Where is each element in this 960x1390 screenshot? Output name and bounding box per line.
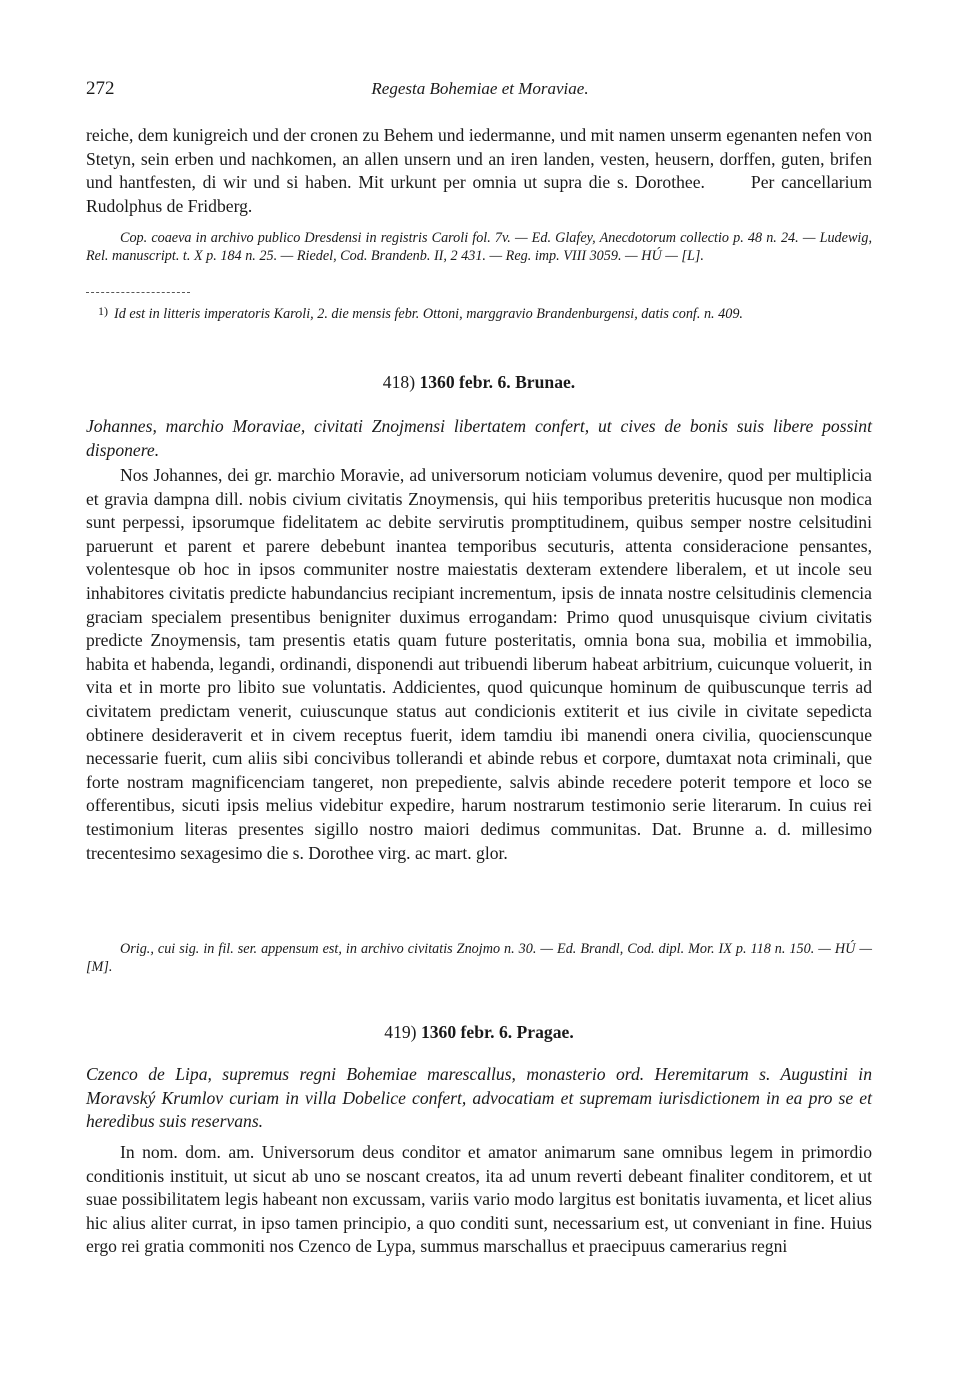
- entry-418-heading: [86, 372, 872, 393]
- running-title: Regesta Bohemiae et Moraviae.: [371, 79, 589, 98]
- continuation-paragraph: [86, 124, 872, 218]
- entry-419-heading: [86, 1022, 872, 1043]
- entry-418-source-note: Orig., cui sig. in fil. ser. appensum est, in archivo civitatis Znojmo n. 30. — Ed. Brandl, Cod. dipl. Mor. IX p. 118 n. 150. — HÚ — [M].: [86, 941, 872, 975]
- page-header: [86, 78, 874, 102]
- footnote-marker: 1): [98, 304, 108, 318]
- continuation-text: reiche, dem kunigreich und der cronen zu Behem und iedermanne, und mit namen unserm egenanten nefen von Stetyn, sein erben und nachkomen, an allen unsern und an iren landen, vesten, heusern, dorffen, guten, brifen und hantfesten, di wir und si haben. Mit urkunt per omnia ut supra die s. Dorothee.: [86, 125, 872, 193]
- entry-419-regest: Czenco de Lipa, supremus regni Bohemiae marescallus, monasterio ord. Heremitarum s. Augustini in Moravský Krumlov curiam in villa Dobelice confert, advocatiam et supremam iurisdictionem in ea pro se et heredibus suis reservans.: [86, 1064, 872, 1132]
- entry-419-number: 419): [384, 1022, 417, 1042]
- continuation-source-note: Cop. coaeva in archivo publico Dresdensi in registris Caroli fol. 7v. — Ed. Glafey, Anecdotorum collectio p. 48 n. 24. — Ludewig, Rel. manuscript. t. X p. 184 n. 25. — Riedel, Cod. Brandenb. II, 2 431. — Reg. imp. VIII 3059. — HÚ — [L].: [86, 230, 872, 264]
- chancery-signature: Per cancellarium Rudolphus de Fridberg.: [86, 172, 873, 216]
- footnote: [86, 303, 872, 324]
- entry-418-date-place: 1360 febr. 6. Brunae.: [419, 372, 576, 392]
- page-number: 272: [86, 78, 115, 99]
- entry-419-date-place: 1360 febr. 6. Pragae.: [420, 1022, 574, 1042]
- entry-418-regest: Johannes, marchio Moraviae, civitati Znojmensi libertatem confert, ut cives de bonis suis libere possint disponere.: [86, 416, 872, 460]
- footnote-text: Id est in litteris imperatoris Karoli, 2. die mensis febr. Ottoni, marggravio Brandenburgensi, datis conf. n. 409.: [114, 306, 743, 322]
- entry-418-text: Nos Johannes, dei gr. marchio Moravie, ad universorum noticiam volumus devenire, quod per multiplicia et gravia dampna dill. nobis civium civitatis Znoymensis, qui hiis temporibus preteritis hucusque non modica sunt perpessi, ipsorumque fidelitatem ac debite servirutis promptitudinem, quibus semper nostre celsitudini paruerunt et parent et parere debebunt inantea temporibus secuturis, attenta consideracione pensantes, volentesque ob hoc in ipsos communiter nostre maiestatis dexteram extendere liberalem, et ut incole seu inhabitores civitatis predicte habundancius recipiant incrementum, ipsis de innata nostre celsitudinis clemencia graciam specialem presentibus benigniter duximus errogandam: Primo quod unusquisque civium civitatis predicte Znoymensis, tam presentis etatis quam future posteritatis, omnia bona sua, mobilia et immobilia, habita et habenda, legandi, ordinandi, disponendi aut tribuendi liberum habeat arbitrium, cuicunque voluerit, in vita et in morte pro libito sue voluntatis. Addicientes, quod quicunque hominum de quibuscunque terris ad civitatem predictam venerit, cuiuscunque status aut condicionis extiterit et ius civile in civitate sepedicta obtinere desideraverit et in civem receptus fuerit, idem tamdiu ibi manendi onera civilia, quocienscunque necessarie fuerit, cum aliis sibi concivibus tollerandi et abinde rebus et corpore, dumtaxat nota criminali, que forte nostram magnificenciam tangeret, non prepediente, salvis abinde recedere poterit tempore et loco se offerentibus, sicuti ipsis melius videbitur expedire, harum nostrarum testimonio serie literarum. In cuius rei testimonium literas presentes sigillo nostro maiori dedimus communitas. Dat. Brunne a. d. millesimo trecentesimo sexagesimo die s. Dorothee virg. ac mart. glor.: [86, 465, 872, 863]
- footnote-rule: [86, 292, 190, 293]
- entry-419-text: In nom. dom. am. Universorum deus conditor et amator animarum sane omnibus legem in primordio conditionis instituit, ut sicut ab uno se noscant creatos, ita ad unum reverti debeant finaliter conditorem, et ut suae possibilitatem legis habeant non excussam, variis vario modo largitus est bonitatis iuvamenta, et licet alius hic alius aliter currat, in ipso tamen principio, a quo conditi sunt, necessarium est, ut conveniant in fine. Huius ergo rei gratia commoniti nos Czenco de Lypa, summus marschallus et praecipuus camerarius regni: [86, 1142, 872, 1257]
- entry-418-number: 418): [382, 372, 416, 392]
